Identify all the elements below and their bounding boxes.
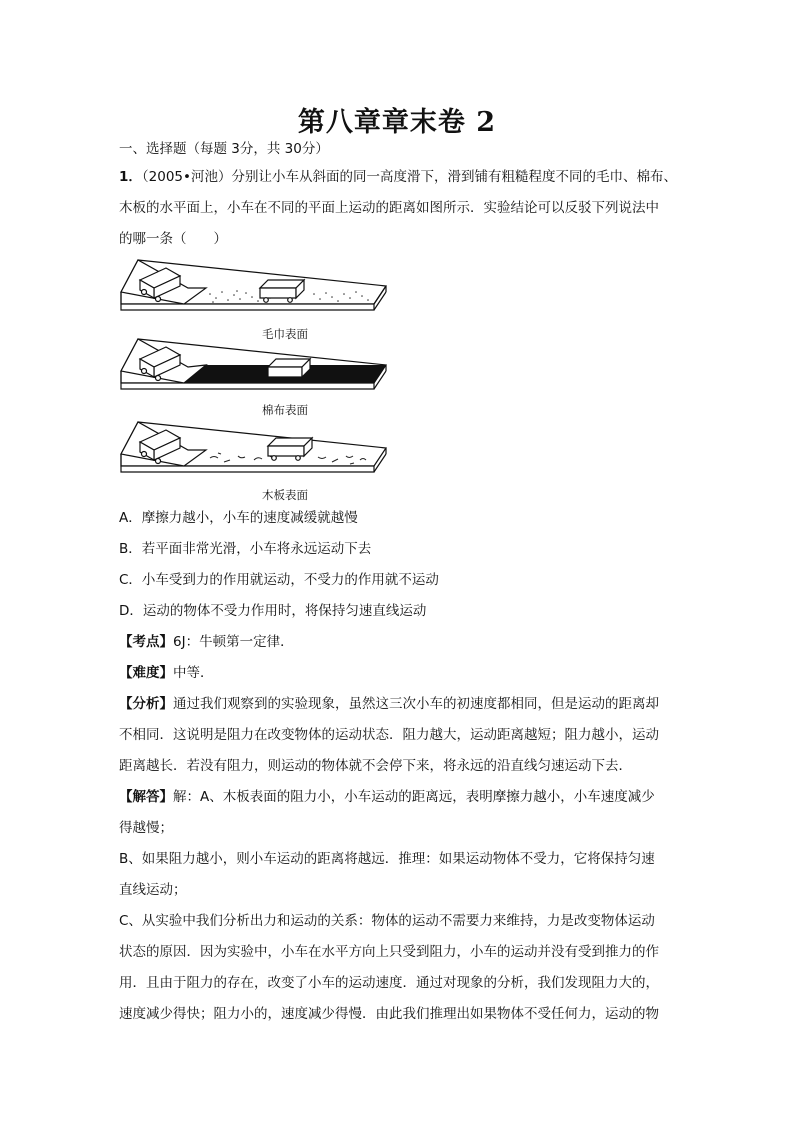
jieda-line-1 [119,787,689,807]
kaodian-text: 6J：牛顿第一定律． [173,634,294,650]
cart-on-plane [268,359,310,377]
kaodian-label: 【考点】 [119,634,173,650]
jieda-line-8: 速度减少得快；阻力小的，速度减少得慢．由此我们推理出如果物体不受任何力，运动的物 [119,1006,659,1022]
option-a: A．摩擦力越小，小车的速度减缓就越慢 [119,510,358,526]
jieda-line-4: 直线运动； [119,882,187,898]
fenxi-line-2: 不相同．这说明是阻力在改变物体的运动状态．阻力越大，运动距离越短；阻力越小，运动 [119,727,659,743]
nandu-row [119,663,689,683]
question-text: （2005•河池）分别让小车从斜面的同一高度滑下，滑到铺有粗糙程度不同的毛巾、棉布、 [141,169,677,185]
nandu-label: 【难度】 [119,665,173,681]
caption-cotton: 棉布表面 [262,403,308,417]
question-number: 1． [119,169,142,185]
cotton-surface-diagram [118,337,390,407]
nandu-text: 中等． [173,665,214,681]
jieda-line-6: 状态的原因．因为实验中，小车在水平方向上只受到阻力，小车的运动并没有受到推力的作 [119,944,659,960]
jieda-line-5: C、从实验中我们分析出力和运动的关系：物体的运动不需要力来维持，力是改变物体运动 [119,913,655,929]
towel-surface-diagram [118,258,390,328]
option-b: B．若平面非常光滑，小车将永远运动下去 [119,541,372,557]
jieda-text: 解：A、木板表面的阻力小，小车运动的距离远，表明摩擦力越小，小车速度减少 [173,789,655,805]
jieda-line-3: B、如果阻力越小，则小车运动的距离将越远．推理：如果运动物体不受力，它将保持匀速 [119,851,655,867]
option-d: D．运动的物体不受力作用时，将保持匀速直线运动 [119,603,427,619]
kaodian-row [119,632,689,652]
section-heading: 一、选择题（每题 3分，共 30分） [119,141,329,157]
caption-wood: 木板表面 [262,488,308,502]
jieda-label: 【解答】 [119,789,173,805]
caption-towel: 毛巾表面 [262,327,308,341]
page-title: 第八章章末卷 2 [297,107,497,138]
fenxi-line-3: 距离越长．若没有阻力，则运动的物体就不会停下来，将永远的沿直线匀速运动下去． [119,758,632,774]
wood-surface-diagram [118,420,390,490]
question-line-1 [119,167,689,187]
fenxi-text: 通过我们观察到的实验现象，虽然这三次小车的初速度都相同，但是运动的距离却 [173,696,659,712]
question-line-3: 的哪一条（ ） [119,231,227,247]
option-c: C．小车受到力的作用就运动，不受力的作用就不运动 [119,572,439,588]
jieda-line-7: 用．且由于阻力的存在，改变了小车的运动速度．通过对现象的分析，我们发现阻力大的， [119,975,659,991]
fenxi-line-1 [119,694,689,714]
fenxi-label: 【分析】 [119,696,173,712]
jieda-line-2: 得越慢； [119,820,173,836]
question-line-2: 木板的水平面上，小车在不同的平面上运动的距离如图所示．实验结论可以反驳下列说法中 [119,200,659,216]
